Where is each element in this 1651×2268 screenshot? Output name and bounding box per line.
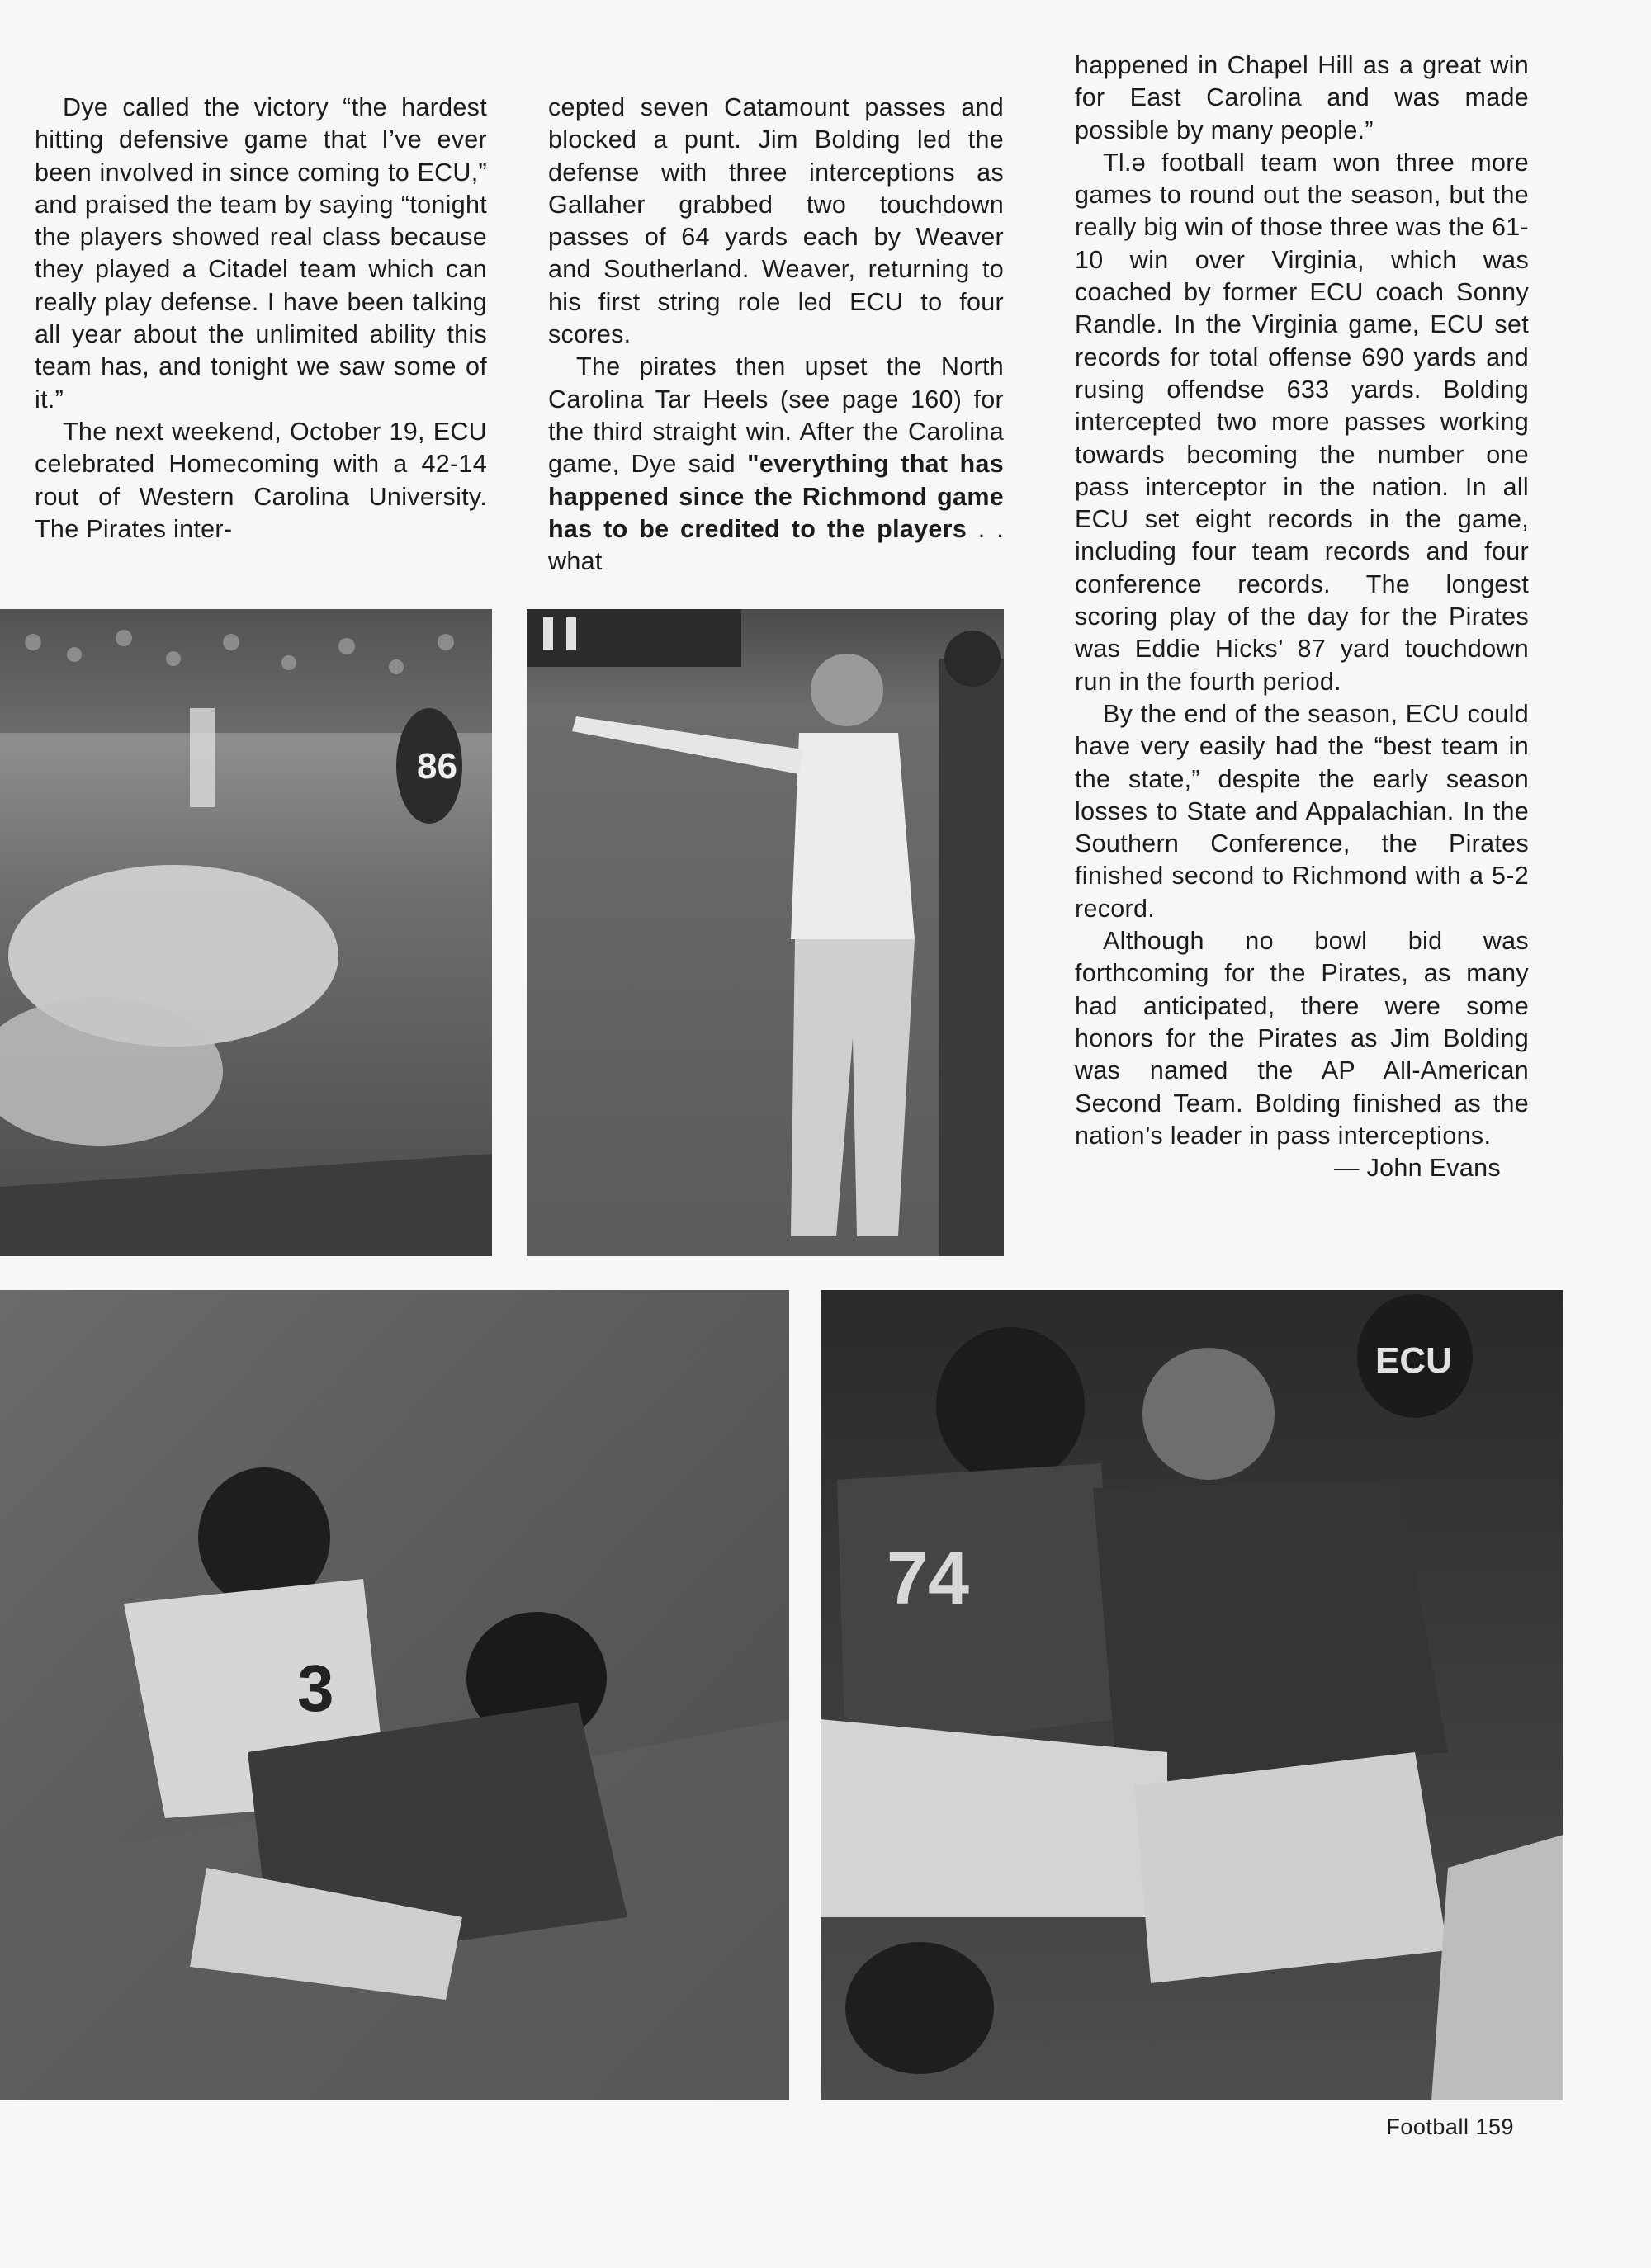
- paragraph: [548, 351, 1004, 578]
- byline: — John Evans: [1334, 1154, 1501, 1183]
- paragraph: Dye called the victory “the hardest hitting defensive game that I’ve ever been involved in since coming to ECU,” and praised the team by saying “tonight the players showed real class because they played a Citadel team which can really play defense. I have been talking all year about the unlimited ability this team has, and tonight we saw some of it.”: [35, 93, 487, 413]
- paragraph-text: The pirates then upset the North Carolina Tar Heels (see page 160) for the third straight win. After the Carolina game, Dye said: [548, 352, 1004, 479]
- paragraph: Tl.ə football team won three more games to round out the season, but the really big win of those three was the 61-10 win over Virginia, which was coached by former ECU coach Sonny Randle. In the Virginia game, ECU set records for total offense 690 yards and rusing offendse 633 yards. Bolding intercepted two more passes working towards becoming the number one pass interceptor in the nation. In all ECU set eight records in the game, including four team records and four conference records. The longest scoring play of the day for the Pirates was Eddie Hicks’ 87 yard touchdown run in the fourth period.: [1075, 148, 1529, 696]
- text-column-3: [1075, 50, 1529, 1184]
- photo-line-play: [0, 609, 492, 1256]
- page-footer: Football 159: [1386, 2114, 1514, 2139]
- jersey-number: 3: [297, 1651, 334, 1725]
- jersey-number: 86: [417, 746, 457, 787]
- paragraph: Although no bowl bid was forthcoming for the Pirates, as many had anticipated, there were some honors for the Pirates as Jim Bolding was named the AP All-American Second Team. Bolding finished as the nation’s leader in pass interceptions.: [1075, 927, 1529, 1150]
- text-column-2: [548, 92, 1004, 578]
- photo-coach-pointing: [527, 609, 1004, 1256]
- paragraph: By the end of the season, ECU could have very easily had the “best team in the state,” despite the early season losses to State and Appalachian. In the Southern Conference, the Pirates finished second to Richmond with a 5-2 record.: [1075, 699, 1529, 923]
- text-column-1: [35, 92, 487, 546]
- photo-bench-players: [821, 1290, 1563, 2100]
- helmet-lettering: ECU: [1375, 1340, 1452, 1381]
- paragraph: cepted seven Catamount passes and blocked a punt. Jim Bolding led the defense with three interceptions as Gallaher grabbed two touchdown passes of 64 yards each by Weaver and Southerland. Weaver, returning to his first string role led ECU to four scores.: [548, 93, 1004, 349]
- photo-tackle: [0, 1290, 789, 2100]
- paragraph-tail: . . what: [548, 514, 1004, 576]
- jersey-number: 74: [887, 1538, 970, 1620]
- paragraph: happened in Chapel Hill as a great win for East Carolina and was made possible by many people.”: [1075, 51, 1529, 144]
- bold-quote: "everything that has happened since the Richmond game has to be credited to the players: [548, 450, 1004, 543]
- paragraph: The next weekend, October 19, ECU celebrated Homecoming with a 42-14 rout of Western Carolina University. The Pirates inter-: [35, 417, 487, 543]
